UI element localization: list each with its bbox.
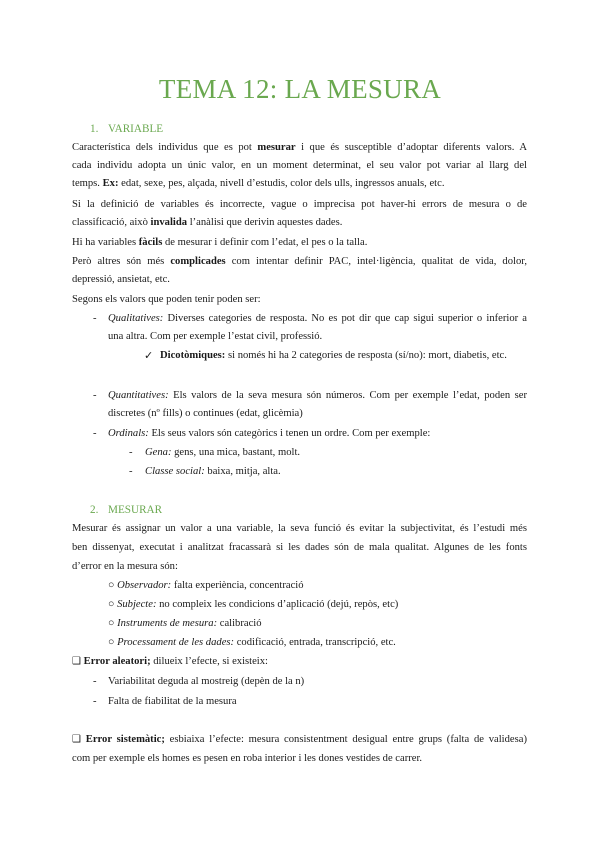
gena-example: Gena: gens, una mica, bastant, molt. (145, 447, 301, 458)
s2-p1-line2: ben dissenyat, executat i analitzat fracassarà si les dades són de mala qualitat. Algunes de les fonts (72, 542, 527, 553)
section-2-heading (90, 503, 162, 517)
s1-p4-line1: Però altres són més complicades com intentar definir PAC, intel·ligència, qualitat de vida, dolor, (72, 256, 527, 267)
dash-marker: - (93, 428, 97, 439)
circle-icon: ○ (108, 580, 115, 591)
checkbox-icon: ❑ (72, 734, 81, 745)
dash-marker: - (93, 313, 97, 324)
dash-marker: - (129, 447, 133, 458)
checkbox-icon: ❑ (72, 656, 81, 667)
s1-p2-line1: Si la definició de variables és incorrecte, vague o imprecisa pot haver-hi errors de mesura o de (72, 199, 527, 210)
qualitatives-line2: una altra. Com per exemple l’estat civil, professió. (108, 331, 323, 342)
s1-p2-line2: classificació, això invalida l’anàlisi que derivin aquestes dades. (72, 217, 343, 228)
aleatori-item-1: Variabilitat deguda al mostreig (depèn de la n) (108, 676, 305, 687)
s2-p1-line3: d’error en la mesura són: (72, 561, 178, 572)
section-1-number: 1. (90, 123, 99, 135)
dicotomiques: Dicotòmiques: si només hi ha 2 categories de resposta (sí/no): mort, diabetis, etc. (160, 350, 507, 361)
error-sistematic-line2: com per exemple els homes es pesen en roba interior i les dones vestides de carrer. (72, 753, 423, 764)
circle-icon: ○ (108, 599, 115, 610)
source-observador: ○ Observador: falta experiència, concentració (108, 580, 304, 591)
s2-p1-line1: Mesurar és assignar un valor a una variable, la seva funció és evitar la subjectivitat, és l’estudi més (72, 523, 527, 534)
source-subjecte: ○ Subjecte: no compleix les condicions d’aplicació (dejú, repòs, etc) (108, 599, 399, 610)
page-title: TEMA 12: LA MESURA (158, 74, 442, 104)
s1-p3: Hi ha variables fàcils de mesurar i definir com l’edat, el pes o la talla. (72, 237, 368, 248)
s1-p1-line1: Característica dels individus que es pot mesurar i que és susceptible d’adoptar diferents valors. A (72, 142, 527, 153)
aleatori-item-2: Falta de fiabilitat de la mesura (108, 696, 237, 707)
qualitatives-line1: Qualitatives: Diverses categories de resposta. No es pot dir que cap sigui superior o inferior a (108, 313, 527, 324)
ordinals: Ordinals: Els seus valors són categòrics i tenen un ordre. Com per exemple: (108, 428, 431, 439)
s1-p1-line3: temps. Ex: edat, sexe, pes, alçada, nivell d’estudis, color dels ulls, ingressos anuals, etc. (72, 178, 445, 189)
dash-marker: - (129, 466, 133, 477)
s1-p5: Segons els valors que poden tenir poden ser: (72, 294, 261, 305)
circle-icon: ○ (108, 637, 115, 648)
section-1-title: VARIABLE (108, 123, 164, 135)
s1-p1-line2: cada individu adopta un únic valor, en un moment determinat, el seu valor pot variar al llarg del (72, 160, 527, 171)
quantitatives-line2: discretes (nº fills) o continues (edat, glicèmia) (108, 408, 303, 419)
section-2-number: 2. (90, 504, 99, 516)
circle-icon: ○ (108, 618, 115, 629)
section-2-title: MESURAR (108, 504, 163, 516)
dash-marker: - (93, 676, 97, 687)
s1-p4-line2: depressió, ansietat, etc. (72, 274, 170, 285)
check-icon: ✓ (144, 349, 154, 362)
dash-marker: - (93, 390, 97, 401)
source-processament: ○ Processament de les dades: codificació, entrada, transcripció, etc. (108, 637, 396, 648)
quantitatives-line1: Quantitatives: Els valors de la seva mesura són números. Com per exemple l’edat, poden ser (108, 390, 527, 401)
error-sistematic-line1: ❑ Error sistemàtic; esbiaixa l’efecte: mesura consistentment desigual entre grups (falta de validesa) (72, 734, 527, 745)
source-instruments: ○ Instruments de mesura: calibració (108, 618, 262, 629)
dash-marker: - (93, 696, 97, 707)
error-aleatori: ❑ Error aleatori; dilueix l’efecte, si existeix: (72, 656, 268, 667)
section-1-heading (90, 122, 163, 136)
classe-example: Classe social: baixa, mitja, alta. (145, 466, 281, 477)
